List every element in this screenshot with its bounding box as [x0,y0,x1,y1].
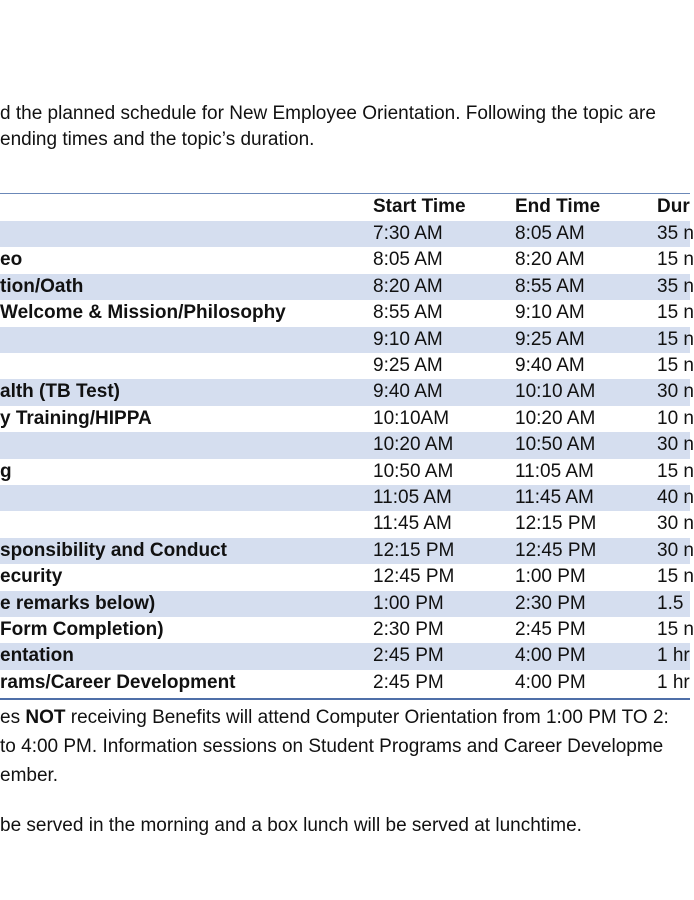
row-end-time: 8:55 AM [515,275,585,297]
row-topic: tion/Oath [0,275,84,297]
row-topic: eo [0,249,23,271]
row-duration: 10 n [657,407,694,429]
row-end-time: 1:00 PM [515,566,586,588]
row-end-time: 4:00 PM [515,671,586,693]
row-start-time: 12:45 PM [373,566,455,588]
row-start-time: 8:20 AM [373,275,443,297]
row-duration: 35 n [657,223,694,244]
row-start-time: 12:15 PM [373,539,455,561]
row-topic: sponsibility and Conduct [0,539,227,561]
table-row [0,670,690,696]
table-row [0,432,694,458]
header-end-time: End Time [515,196,601,217]
row-end-time: 2:45 PM [515,619,586,640]
row-end-time: 9:40 AM [515,355,585,376]
row-topic: rams/Career Development [0,671,236,693]
row-duration: 30 n [657,513,694,535]
intro-paragraph [0,101,690,153]
row-end-time: 10:50 AM [515,434,596,456]
row-end-time: 12:45 PM [515,539,597,561]
row-topic: Welcome & Mission/Philosophy [0,302,286,324]
row-duration: 30 n [657,434,694,456]
row-duration: 30 n [657,539,694,561]
row-duration: 35 n [657,275,694,297]
row-duration: 40 n [657,487,694,508]
row-duration: 1.5 [657,592,684,614]
notes-paragraph [0,703,690,790]
row-end-time: 10:10 AM [515,381,596,403]
row-start-time: 9:40 AM [373,381,443,403]
row-duration: 15 n [657,355,694,376]
table-row [0,353,694,379]
table-row [0,459,694,485]
table-row [0,379,694,405]
table-row [0,564,694,590]
row-end-time: 9:25 AM [515,328,585,350]
row-start-time: 10:10AM [373,407,450,429]
notes-line-1-bold: NOT [25,707,66,728]
row-duration: 15 n [657,566,694,588]
row-end-time: 2:30 PM [515,592,586,614]
header-start-time: Start Time [373,196,466,217]
row-duration: 15 n [657,460,694,482]
row-duration: 15 n [657,302,694,324]
lunch-note: be served in the morning and a box lunch will be served at lunchtime. [0,815,582,836]
row-start-time: 10:20 AM [373,434,454,456]
header-duration: Dur [657,196,690,217]
table-header-row [0,194,690,220]
row-start-time: 10:50 AM [373,460,454,482]
row-start-time: 9:10 AM [373,328,443,350]
row-topic: e remarks below) [0,592,156,614]
table-row [0,643,690,669]
row-duration: 1 hr [657,645,690,667]
intro-line-2: ending times and the topic’s duration. [0,129,315,150]
table-row [0,221,694,247]
notes-line-2: to 4:00 PM. Information sessions on Student Programs and Career Developme [0,736,664,757]
row-topic: alth (TB Test) [0,381,120,403]
row-start-time: 2:30 PM [373,619,444,640]
notes-line-1-post: receiving Benefits will attend Computer Orientation from 1:00 PM TO 2: [65,707,669,728]
row-start-time: 1:00 PM [373,592,444,614]
row-duration: 15 n [657,249,694,271]
table-row [0,511,694,537]
table-row [0,247,694,273]
row-topic: g [0,460,12,482]
row-end-time: 11:05 AM [515,460,594,482]
row-start-time: 2:45 PM [373,645,444,667]
table-row [0,538,694,564]
row-topic: ecurity [0,566,63,588]
table-row [0,274,694,300]
table-row [0,327,694,353]
row-end-time: 8:05 AM [515,223,585,244]
table-row [0,617,694,643]
table-bottom-border [0,698,690,700]
intro-line-1: d the planned schedule for New Employee Orientation. Following the topic are [0,103,656,124]
notes-line-1-pre: es [0,707,26,728]
table-row [0,591,690,617]
row-start-time: 8:05 AM [373,249,443,271]
notes-line-1 [0,703,690,732]
row-end-time: 8:20 AM [515,249,585,271]
row-start-time: 11:05 AM [373,487,452,508]
row-start-time: 2:45 PM [373,671,444,693]
row-duration: 30 n [657,381,694,403]
row-topic: Form Completion) [0,619,164,640]
row-duration: 15 n [657,619,694,640]
row-end-time: 9:10 AM [515,302,585,324]
row-end-time: 10:20 AM [515,407,596,429]
row-duration: 15 n [657,328,694,350]
row-duration: 1 hr [657,671,690,693]
row-end-time: 11:45 AM [515,487,594,508]
table-row [0,406,694,432]
notes-line-3: ember. [0,765,59,786]
row-end-time: 12:15 PM [515,513,597,535]
row-start-time: 7:30 AM [373,223,443,244]
row-topic: y Training/HIPPA [0,407,152,429]
row-start-time: 11:45 AM [373,513,452,535]
row-start-time: 8:55 AM [373,302,443,324]
row-topic: entation [0,645,74,667]
row-end-time: 4:00 PM [515,645,586,667]
row-start-time: 9:25 AM [373,355,443,376]
table-row [0,485,694,511]
table-row [0,300,694,326]
